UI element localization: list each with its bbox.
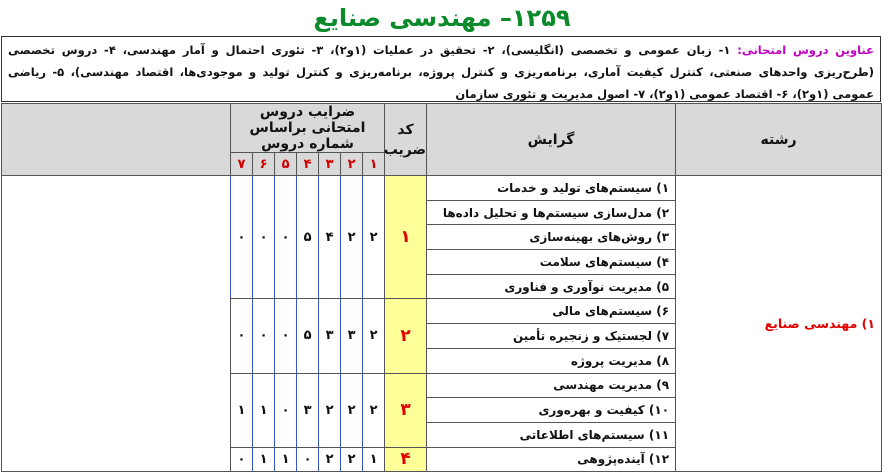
weight: ۰ [231,176,253,299]
exam-subjects [1,36,881,102]
course-number: ۴ [297,153,319,176]
specialization: ۸) مدیریت پروژه [427,348,676,373]
coefficient-code: ۴ [385,447,427,472]
course-number: ۵ [275,153,297,176]
exam-subjects-label: عناوین دروس امتحانی: [737,43,874,57]
weight: ۱ [363,447,385,472]
page-title: ۱۲۵۹– مهندسی صنایع [313,4,571,32]
weight: ۱ [231,373,253,447]
weight: ۲ [363,373,385,447]
course-number: ۱ [363,153,385,176]
weight: ۰ [275,299,297,373]
weight: ۰ [231,299,253,373]
weight: ۲ [341,373,363,447]
weight: ۰ [253,299,275,373]
weight: ۳ [319,299,341,373]
weight: ۰ [253,176,275,299]
specialization: ۵) مدیریت نوآوری و فناوری [427,274,676,299]
weight: ۱ [253,373,275,447]
specialization: ۱) سیستم‌های تولید و خدمات [427,176,676,201]
course-number: ۳ [319,153,341,176]
blank-header [2,104,231,176]
weight: ۵ [297,299,319,373]
weight: ۲ [363,176,385,299]
code-header: کد ضریب [385,104,427,176]
specialization: ۲) مدل‌سازی سیستم‌ها و تحلیل داده‌ها [427,200,676,225]
course-number: ۷ [231,153,253,176]
weight: ۲ [319,447,341,472]
weight: ۰ [297,447,319,472]
table-row [2,176,882,201]
field-header: رشته [676,104,882,176]
weight: ۲ [341,447,363,472]
weight: ۵ [297,176,319,299]
specialization: ۴) سیستم‌های سلامت [427,250,676,275]
weight: ۱ [253,447,275,472]
course-number: ۲ [341,153,363,176]
specialization: ۶) سیستم‌های مالی [427,299,676,324]
specialization: ۱۰) کیفیت و بهره‌وری [427,398,676,423]
coefficient-code: ۲ [385,299,427,373]
weight: ۲ [341,176,363,299]
weight: ۱ [275,447,297,472]
coefficient-code: ۱ [385,176,427,299]
header-row [2,104,882,153]
specialization: ۳) روش‌های بهینه‌سازی [427,225,676,250]
weight: ۳ [297,373,319,447]
weight: ۲ [363,299,385,373]
weight: ۴ [319,176,341,299]
exam-subjects-text: ۱- زبان عمومی و تخصصی (انگلیسی)، ۲- تحقیق در عملیات (۱و۲)، ۳- تئوری احتمال و آمار مهندسی، ۴- دروس تخصصی (طرح‌ریزی واحدهای صنعتی، کنترل کیفیت آماری، برنامه‌ریزی و کنترل پروژه، برنامه‌ریزی و کنترل تولید و موجودی‌ها، اقتصاد مهندسی)، ۵- ریاضی عمومی (۱و۲)، ۶- اقتصاد عمومی (۱و۲)، ۷- اصول مدیریت و تئوری سازمان [8,43,874,101]
blank-cell [2,176,231,472]
weight: ۳ [341,299,363,373]
weight: ۲ [319,373,341,447]
weights-header: ضرایب دروس امتحانی براساس شماره دروس [231,104,385,153]
specialization: ۱۲) آینده‌پژوهی [427,447,676,472]
specialization: ۷) لجستیک و زنجیره تأمین [427,324,676,349]
specialization: ۱۱) سیستم‌های اطلاعاتی [427,422,676,447]
coefficients-table [1,103,882,472]
specialization-header: گرایش [427,104,676,176]
major-name: ۱) مهندسی صنایع [676,176,882,472]
specialization: ۹) مدیریت مهندسی [427,373,676,398]
weight: ۰ [275,176,297,299]
course-number: ۶ [253,153,275,176]
weight: ۰ [275,373,297,447]
coefficient-code: ۳ [385,373,427,447]
weight: ۰ [231,447,253,472]
